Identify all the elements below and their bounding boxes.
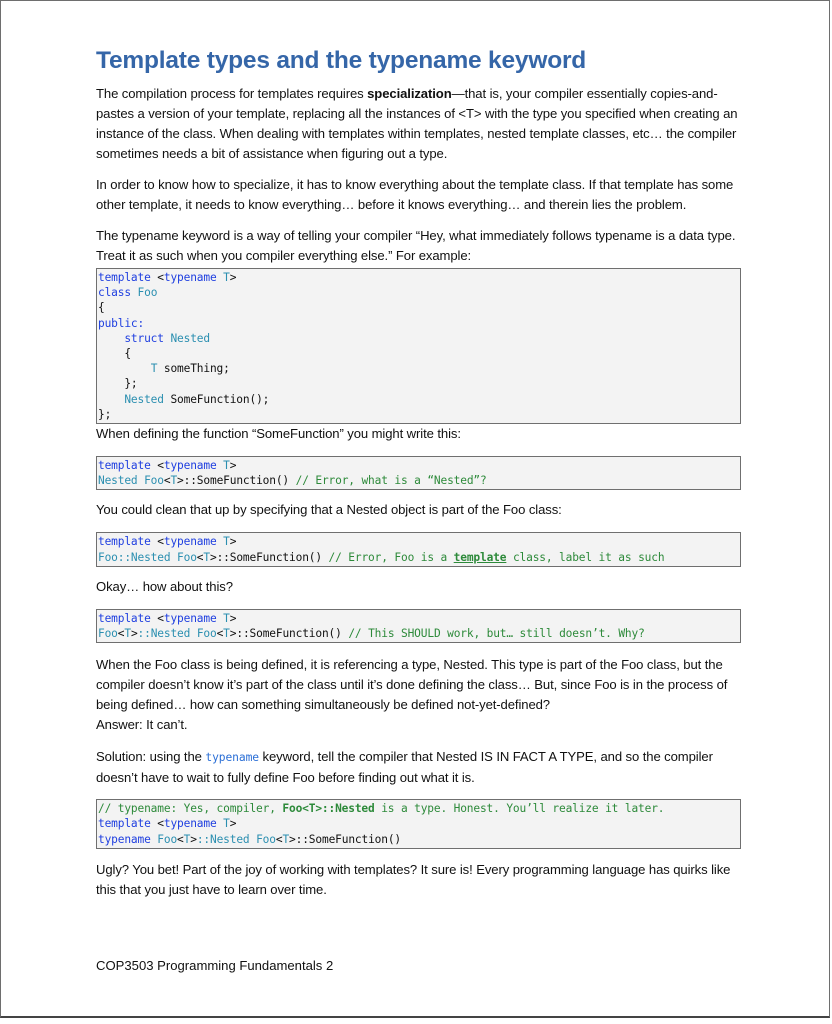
specialization-term: specialization <box>367 86 452 101</box>
explanation-paragraph: When the Foo class is being defined, it is referencing a type, Nested. This type is part of the Foo class, but the compiler doesn’t know it’s part of the class until it’s done defining the class… But, since Foo is in the process of being defined… how can something simultaneously be defined not-yet-defined? <box>96 657 728 713</box>
typename-paragraph: The typename keyword is a way of telling your compiler “Hey, what immediately follows typename is a data type. Treat it as such when you compiler everything else.” For example: <box>96 228 736 263</box>
page-content <box>96 47 741 900</box>
answer-line: Answer: It can’t. <box>96 717 188 733</box>
page-footer: COP3503 Programming Fundamentals 2 <box>96 958 334 973</box>
code-block-foo-t-nested: template <typename T> Foo<T>::Nested Foo<T>::SomeFunction() // This SHOULD work, but… still doesn’t. Why? <box>96 609 741 643</box>
typename-inline-code: typename <box>205 751 259 765</box>
code-block-foo-nested: template <typename T> Foo::Nested Foo<T>::SomeFunction() // Error, Foo is a template class, label it as such <box>96 532 741 566</box>
okay-paragraph: Okay… how about this? <box>96 578 233 594</box>
intro-text-cont: —that is, your compiler essentially copies-and-pastes a version of your template, replacing all the instances of <T> with the type you specified when creating an instance of the class. When dealing with templates within templates, nested template classes, etc… the compiler sometimes needs a bit of assistance when figuring out a type. <box>96 86 738 161</box>
intro-text: The compilation process for templates requires <box>96 86 368 101</box>
clean-up-paragraph: You could clean that up by specifying that a Nested object is part of the Foo class: <box>96 502 562 518</box>
solution-paragraph: Solution: using the typename keyword, tell the compiler that Nested IS IN FACT A TYPE, and so the compiler doesn’t have to wait to fully define Foo before finding out what it is. <box>96 749 713 786</box>
code-block-class-foo: template <typename T> class Foo { public: struct Nested { T someThing; }; Nested SomeFunction(); }; <box>96 268 741 424</box>
section-heading: Template types and the typename keyword <box>96 47 587 74</box>
code-block-typename-solution: // typename: Yes, compiler, Foo<T>::Nested is a type. Honest. You’ll realize it later. template <typename T> typename Foo<T>::Nested Foo<T>::SomeFunction() <box>96 799 741 849</box>
define-function-paragraph: When defining the function “SomeFunction” you might write this: <box>96 426 461 442</box>
code-block-nested-error: template <typename T> Nested Foo<T>::SomeFunction() // Error, what is a “Nested”? <box>96 456 741 490</box>
specialize-paragraph: In order to know how to specialize, it has to know everything about the template class. If that template has some other template, it needs to know everything… before it knows everything… and therein lies the problem. <box>96 177 734 212</box>
ugly-paragraph: Ugly? You bet! Part of the joy of working with templates? It sure is! Every programming language has quirks like this that you just have to learn over time. <box>96 861 731 897</box>
intro-paragraph <box>96 84 741 164</box>
